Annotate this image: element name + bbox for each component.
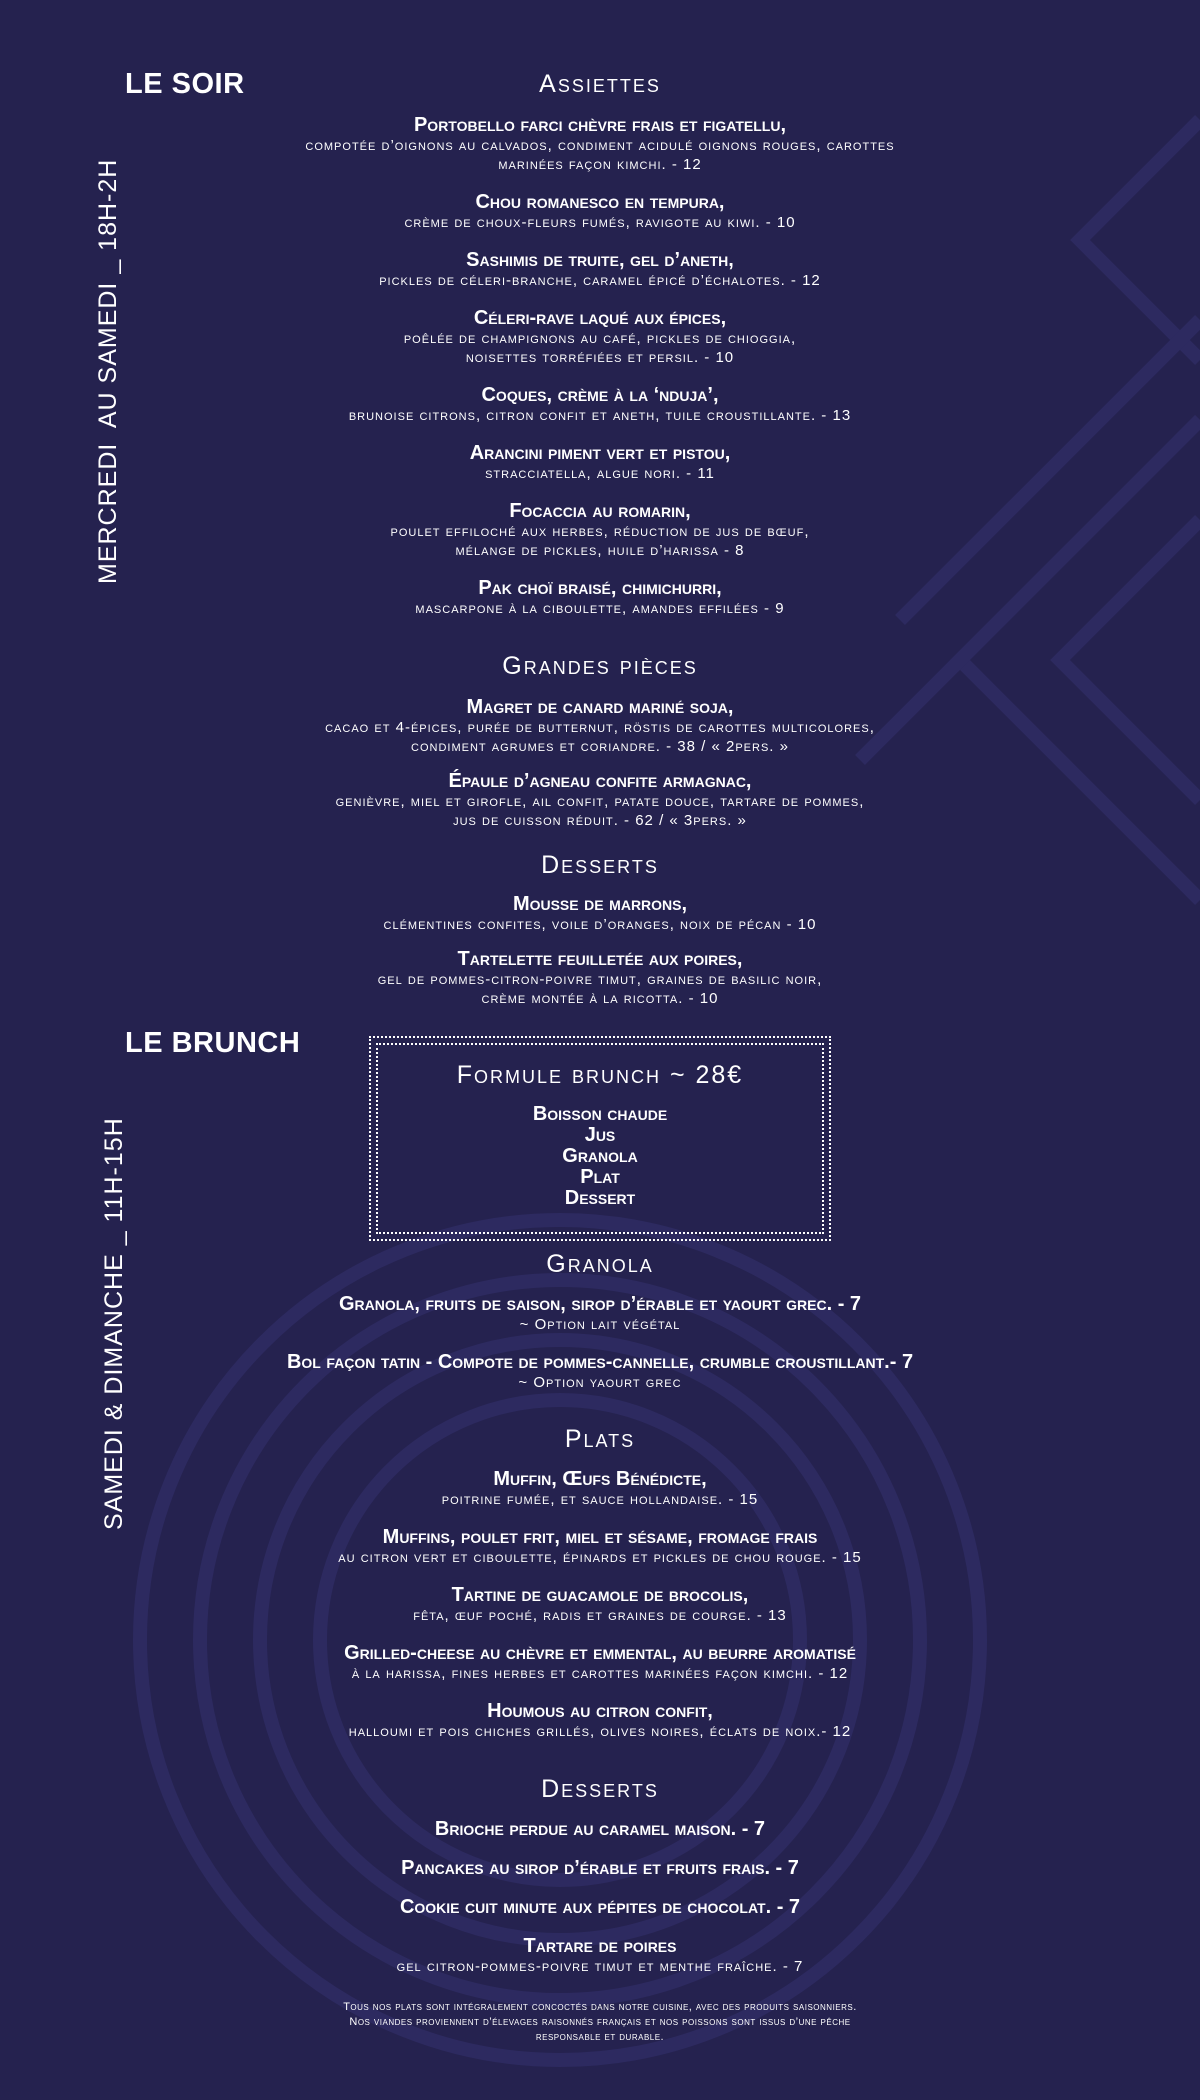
granola-heading: Granola <box>546 1250 654 1278</box>
menu-item-description: crème montée à la ricotta. - 10 <box>481 990 719 1007</box>
menu-item-description: noisettes torréfiées et persil. - 10 <box>465 349 735 366</box>
menu-item <box>120 1857 1080 1879</box>
brunch-desserts-heading: Desserts <box>541 1775 659 1803</box>
formule-item: Dessert <box>564 1187 636 1209</box>
grandes-pieces-heading: Grandes pièces <box>502 652 698 680</box>
menu-item <box>120 1642 1080 1683</box>
menu-item-description: gel de pommes-citron-poivre timut, graines de basilic noir, <box>377 971 823 988</box>
menu-item-description: crème de choux-fleurs fumés, ravigote au kiwi. - 10 <box>404 214 796 231</box>
menu-item-description: ~ Option lait végétal <box>519 1316 681 1333</box>
menu-item <box>120 1351 1080 1392</box>
menu-item-description: compotée d’oignons au calvados, condiment acidulé oignons rouges, carottes <box>305 137 895 154</box>
menu-item <box>120 307 1080 367</box>
menu-item <box>120 948 1080 1008</box>
menu-item-name: Sashimis de truite, gel d’aneth, <box>466 249 734 271</box>
menu-item-name: Grilled-cheese au chèvre et emmental, au beurre aromatisé <box>344 1642 856 1664</box>
menu-item-name: Houmous au citron confit, <box>487 1700 713 1722</box>
footnote-line: Nos viandes proviennent d’élevages raisonnés français et nos poissons sont issus d’une pêche <box>349 2016 851 2028</box>
menu-item-description: cacao et 4-épices, purée de butternut, röstis de carottes multicolores, <box>325 719 875 736</box>
menu-item <box>120 1818 1080 1840</box>
menu-item <box>120 1896 1080 1918</box>
menu-item-name: Pancakes au sirop d’érable et fruits frais. - 7 <box>401 1857 799 1879</box>
menu-item-name: Coques, crème à la ‘nduja’, <box>481 384 719 406</box>
menu-item <box>120 191 1080 232</box>
menu-item <box>120 1935 1080 1976</box>
formule-brunch-title: Formule brunch ~ 28€ <box>456 1061 744 1089</box>
menu-item <box>120 249 1080 290</box>
granola-list <box>120 1293 1080 1392</box>
menu-item-description: fêta, œuf poché, radis et graines de courge. - 13 <box>413 1607 787 1624</box>
menu-item-description: mascarpone à la ciboulette, amandes effilées - 9 <box>415 600 785 617</box>
menu-item-name: Pak choï braisé, chimichurri, <box>478 577 722 599</box>
menu-item-description: brunoise citrons, citron confit et aneth, tuile croustillante. - 13 <box>348 407 852 424</box>
menu-item-description: marinées façon kimchi. - 12 <box>498 156 702 173</box>
soir-desserts-list <box>120 893 1080 1008</box>
menu-item <box>120 1526 1080 1567</box>
assiettes-heading: Assiettes <box>539 70 661 98</box>
menu-item <box>120 1700 1080 1741</box>
menu-item <box>120 577 1080 618</box>
brunch-schedule-vertical: SAMEDI & DIMANCHE _ 11H-15H <box>100 1117 128 1530</box>
menu-item-name: Portobello farci chèvre frais et figatellu, <box>413 114 787 136</box>
menu-item <box>120 893 1080 934</box>
menu-item <box>120 114 1080 174</box>
menu-item-name: Mousse de marrons, <box>512 893 688 915</box>
menu-item-description: stracciatella, algue nori. - 11 <box>485 465 715 482</box>
menu-item-name: Chou romanesco en tempura, <box>475 191 725 213</box>
menu-item-description: condiment agrumes et coriandre. - 38 / « 2pers. » <box>411 738 789 755</box>
menu-item-name: Cookie cuit minute aux pépites de chocolat. - 7 <box>399 1896 801 1918</box>
footnote <box>150 2000 1050 2045</box>
plats-heading: Plats <box>564 1425 636 1453</box>
menu-item-description: gel citron-pommes-poivre timut et menthe fraîche. - 7 <box>396 1958 804 1975</box>
grandes-pieces-list <box>120 696 1080 830</box>
assiettes-list <box>120 114 1080 618</box>
formule-brunch-box <box>369 1036 831 1241</box>
menu-item-name: Brioche perdue au caramel maison. - 7 <box>434 1818 766 1840</box>
menu-item-name: Magret de canard mariné soja, <box>466 696 734 718</box>
menu-item-description: genièvre, miel et girofle, ail confit, patate douce, tartare de pommes, <box>335 793 865 810</box>
menu-item-name: Granola, fruits de saison, sirop d’érable et yaourt grec. - 7 <box>338 1293 862 1315</box>
menu-item-description: poulet effiloché aux herbes, réduction de jus de bœuf, <box>390 523 810 540</box>
menu-item <box>120 442 1080 483</box>
footnote-line: responsable et durable. <box>535 2031 665 2043</box>
menu-item <box>120 384 1080 425</box>
formule-item: Plat <box>580 1166 620 1188</box>
menu-item-name: Tartare de poires <box>523 1935 677 1957</box>
menu-item-description: mélange de pickles, huile d’harissa - 8 <box>455 542 745 559</box>
menu-item-name: Tartine de guacamole de brocolis, <box>451 1584 749 1606</box>
menu-item-name: Muffin, Œufs Bénédicte, <box>493 1468 707 1490</box>
formule-item: Granola <box>562 1145 638 1167</box>
brunch-title: LE BRUNCH <box>125 1027 301 1059</box>
menu-item-description: poêlée de champignons au café, pickles de chioggia, <box>403 330 797 347</box>
menu-item <box>120 696 1080 756</box>
menu-item-name: Épaule d’agneau confite armagnac, <box>448 770 752 792</box>
menu-item-name: Tartelette feuilletée aux poires, <box>457 948 743 970</box>
footnote-line: Tous nos plats sont intégralement concoctés dans notre cuisine, avec des produits saisonniers. <box>343 2001 857 2013</box>
soir-schedule-vertical: MERCREDI AU SAMEDI _ 18H-2H <box>94 158 122 584</box>
soir-desserts-heading: Desserts <box>541 851 659 879</box>
menu-item-name: Arancini piment vert et pistou, <box>469 442 731 464</box>
formule-item: Jus <box>584 1124 616 1146</box>
menu-item-description: au citron vert et ciboulette, épinards et pickles de chou rouge. - 15 <box>338 1549 862 1566</box>
menu-item <box>120 1293 1080 1334</box>
plats-list <box>120 1468 1080 1741</box>
menu-item-description: jus de cuisson réduit. - 62 / « 3pers. » <box>453 812 747 829</box>
menu-item-name: Bol façon tatin - Compote de pommes-cannelle, crumble croustillant.- 7 <box>286 1351 914 1373</box>
menu-item-description: pickles de céleri-branche, caramel épicé d’échalotes. - 12 <box>379 272 821 289</box>
menu-item-description: ~ Option yaourt grec <box>518 1374 682 1391</box>
menu-item-description: halloumi et pois chiches grillés, olives noires, éclats de noix.- 12 <box>348 1723 852 1740</box>
soir-title: LE SOIR <box>125 68 245 100</box>
menu-item-description: à la harissa, fines herbes et carottes marinées façon kimchi. - 12 <box>351 1665 849 1682</box>
menu-item-name: Muffins, poulet frit, miel et sésame, fromage frais <box>382 1526 818 1548</box>
menu-item-description: clémentines confites, voile d’oranges, noix de pécan - 10 <box>383 916 817 933</box>
formule-item: Boisson chaude <box>532 1103 668 1125</box>
menu-item <box>120 1584 1080 1625</box>
menu-item <box>120 1468 1080 1509</box>
menu-item-name: Céleri-rave laqué aux épices, <box>473 307 727 329</box>
brunch-desserts-list <box>120 1818 1080 1976</box>
menu-item <box>120 500 1080 560</box>
menu-item <box>120 770 1080 830</box>
menu-item-description: poitrine fumée, et sauce hollandaise. - 15 <box>441 1491 759 1508</box>
menu-item-name: Focaccia au romarin, <box>509 500 691 522</box>
